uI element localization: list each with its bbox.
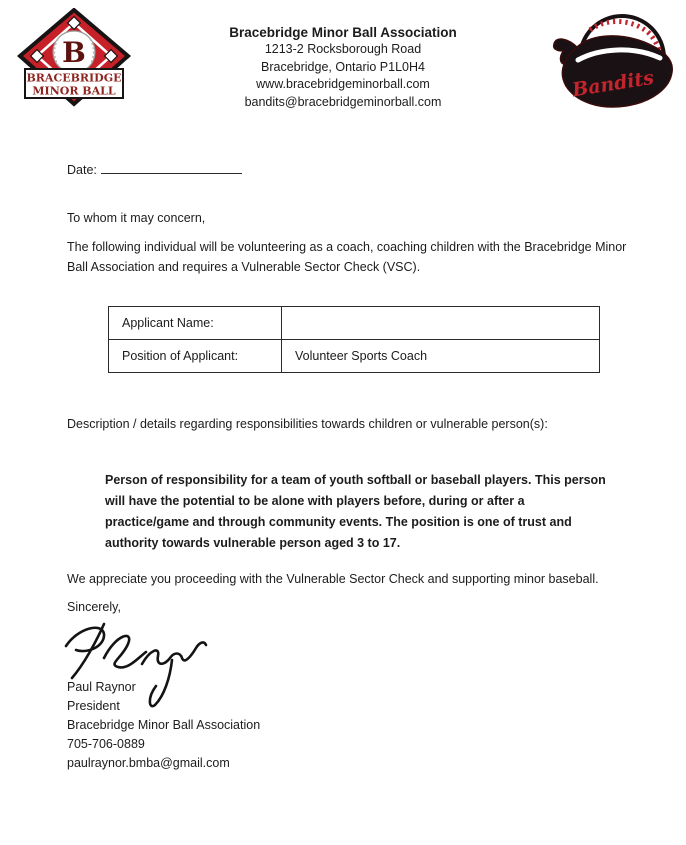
letterhead-website: www.bracebridgeminorball.com [256, 77, 430, 92]
closing-paragraph: We appreciate you proceeding with the Vulnerable Sector Check and supporting minor baseball. [67, 572, 599, 586]
signer-email: paulraynor.bmba@gmail.com [67, 755, 230, 770]
logo-banner-line1: BRACEBRIDGE [26, 71, 122, 85]
letterhead-address-line1: 1213-2 Rocksborough Road [264, 42, 422, 57]
applicant-name-value[interactable] [282, 307, 600, 340]
description-body: Person of responsibility for a team of youth softball or baseball players. This person will have the potential to be alone with players before, during or after a practice/game and through community events. The position is one of trust and authority towards vulnerable person aged 3 to 17. [105, 473, 606, 550]
bandit-baseball-icon [548, 8, 680, 114]
salutation: To whom it may concern, [67, 211, 206, 225]
signer-title: President [67, 698, 120, 713]
signer-name: Paul Raynor [67, 680, 136, 694]
signoff: Sincerely, [67, 600, 121, 614]
letterhead-address-line2: Bracebridge, Ontario P1L0H4 [261, 59, 425, 74]
date-label: Date: [67, 163, 97, 177]
table-row-applicant-name [109, 307, 600, 340]
position-label: Position of Applicant: [109, 340, 282, 373]
letterhead-email: bandits@bracebridgeminorball.com [244, 94, 442, 109]
description-heading: Description / details regarding responsibilities towards children or vulnerable person(s): [67, 417, 548, 431]
table-row-position [109, 340, 600, 373]
date-line [67, 161, 242, 177]
date-blank-line[interactable] [101, 161, 242, 174]
position-value: Volunteer Sports Coach [282, 340, 600, 373]
logo-letter: B [62, 36, 86, 69]
letterhead-org-name: Bracebridge Minor Ball Association [229, 25, 457, 40]
signer-phone: 705-706-0889 [67, 736, 145, 751]
applicant-table [108, 306, 600, 373]
logo-banner-line2: MINOR BALL [32, 84, 116, 98]
bandits-wordmark: Bandits [570, 66, 656, 102]
signature-block [67, 678, 260, 773]
signer-org: Bracebridge Minor Ball Association [67, 717, 261, 732]
bandits-logo [548, 8, 680, 119]
applicant-name-label: Applicant Name: [109, 307, 282, 340]
intro-paragraph: The following individual will be volunteering as a coach, coaching children with the Bracebridge Minor Ball Association and requires a Vulnerable Sector Check (VSC). [67, 240, 627, 274]
